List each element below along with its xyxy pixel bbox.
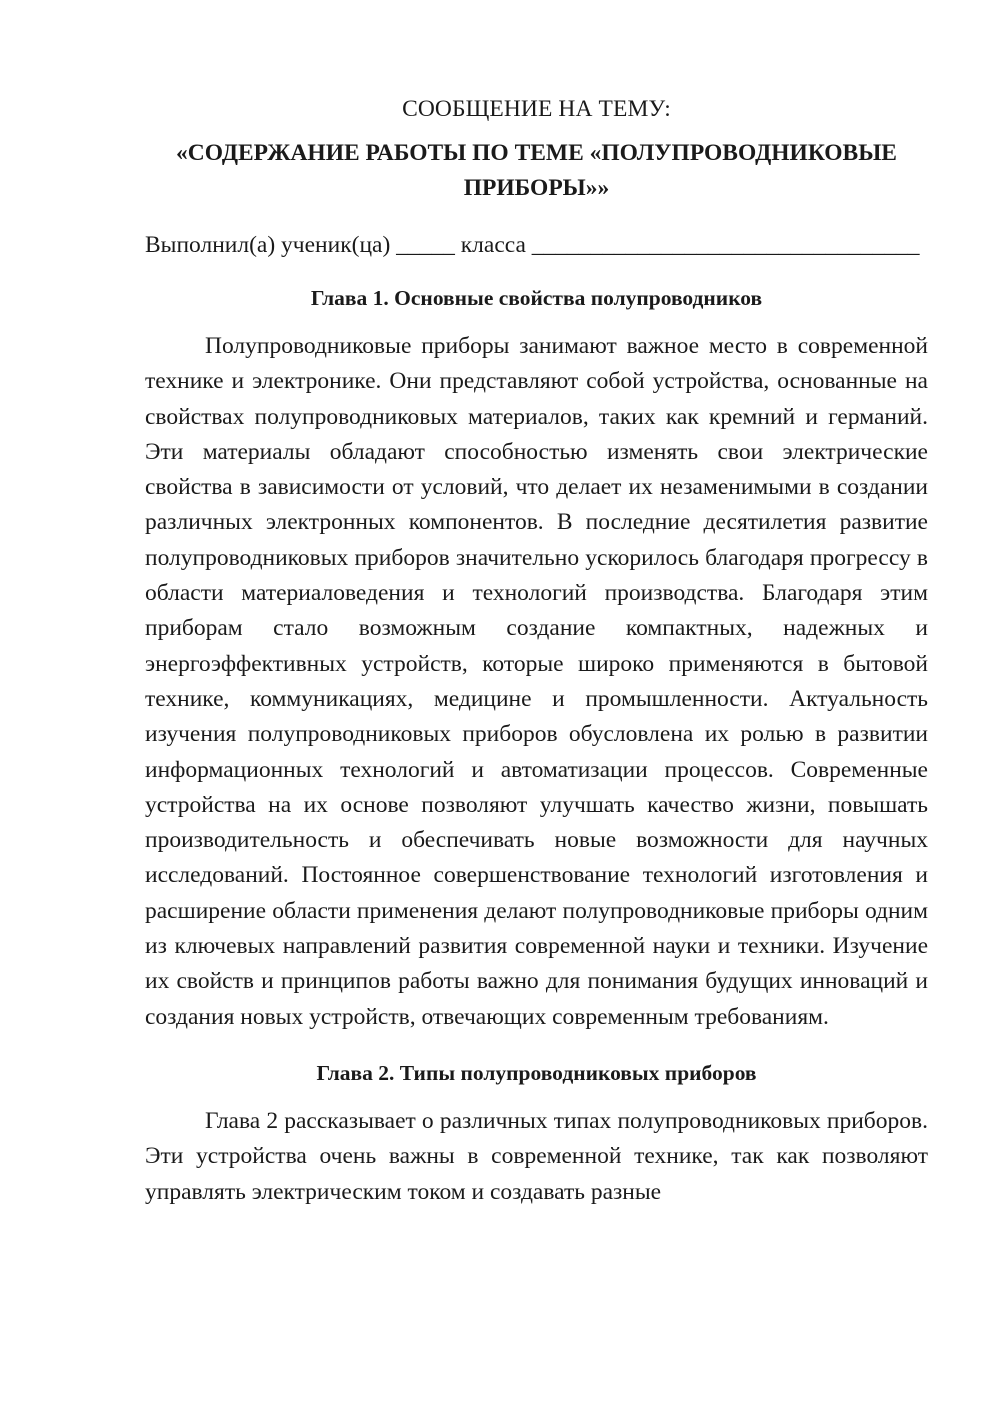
chapter-2-title: Глава 2. Типы полупроводниковых приборов — [316, 1060, 757, 1085]
chapter-2-paragraph: Глава 2 рассказывает о различных типах полупроводниковых приборов. Эти устройства очень важны в современной технике, так как позволяют управлять электрическим током и создавать разные — [145, 1107, 928, 1205]
document-title: «СОДЕРЖАНИЕ РАБОТЫ ПО ТЕМЕ «ПОЛУПРОВОДНИКОВЫЕ ПРИБОРЫ»» — [176, 140, 897, 201]
chapter-1-paragraph: Полупроводниковые приборы занимают важное место в современной технике и электронике. Они представляют собой устройства, основанные на свойствах полупроводниковых материалов, таких как кремний и германий. Эти материалы обладают способностью изменять свои электрические свойства в зависимости от условий, что делает их незаменимыми в создании различных электронных компонентов. В последние десятилетия развитие полупроводниковых приборов значительно ускорилось благодаря прогрессу в области материаловедения и технологий производства. Благодаря этим приборам стало возможным создание компактных, надежных и энергоэффективных устройств, которые широко применяются в бытовой технике, коммуникациях, медицине и промышленности. Актуальность изучения полупроводниковых приборов обусловлена их ролью в развитии информационных технологий и автоматизации процессов. Современные устройства на их основе позволяют улучшать качество жизни, повышать производительность и обеспечивать новые возможности для научных исследований. Постоянное совершенствование технологий изготовления и расширение области применения делают полупроводниковые приборы одним из ключевых направлений развития современной науки и техники. Изучение их свойств и принципов работы важно для понимания будущих инноваций и создания новых устройств, отвечающих современным требованиям. — [145, 333, 928, 1030]
subject-heading: СООБЩЕНИЕ НА ТЕМУ: — [402, 96, 671, 122]
document-page — [145, 92, 928, 1210]
chapter-1-title: Глава 1. Основные свойства полупроводников — [310, 286, 763, 310]
author-line: Выполнил(а) ученик(ца) _____ класса _________________________________ — [145, 232, 920, 258]
